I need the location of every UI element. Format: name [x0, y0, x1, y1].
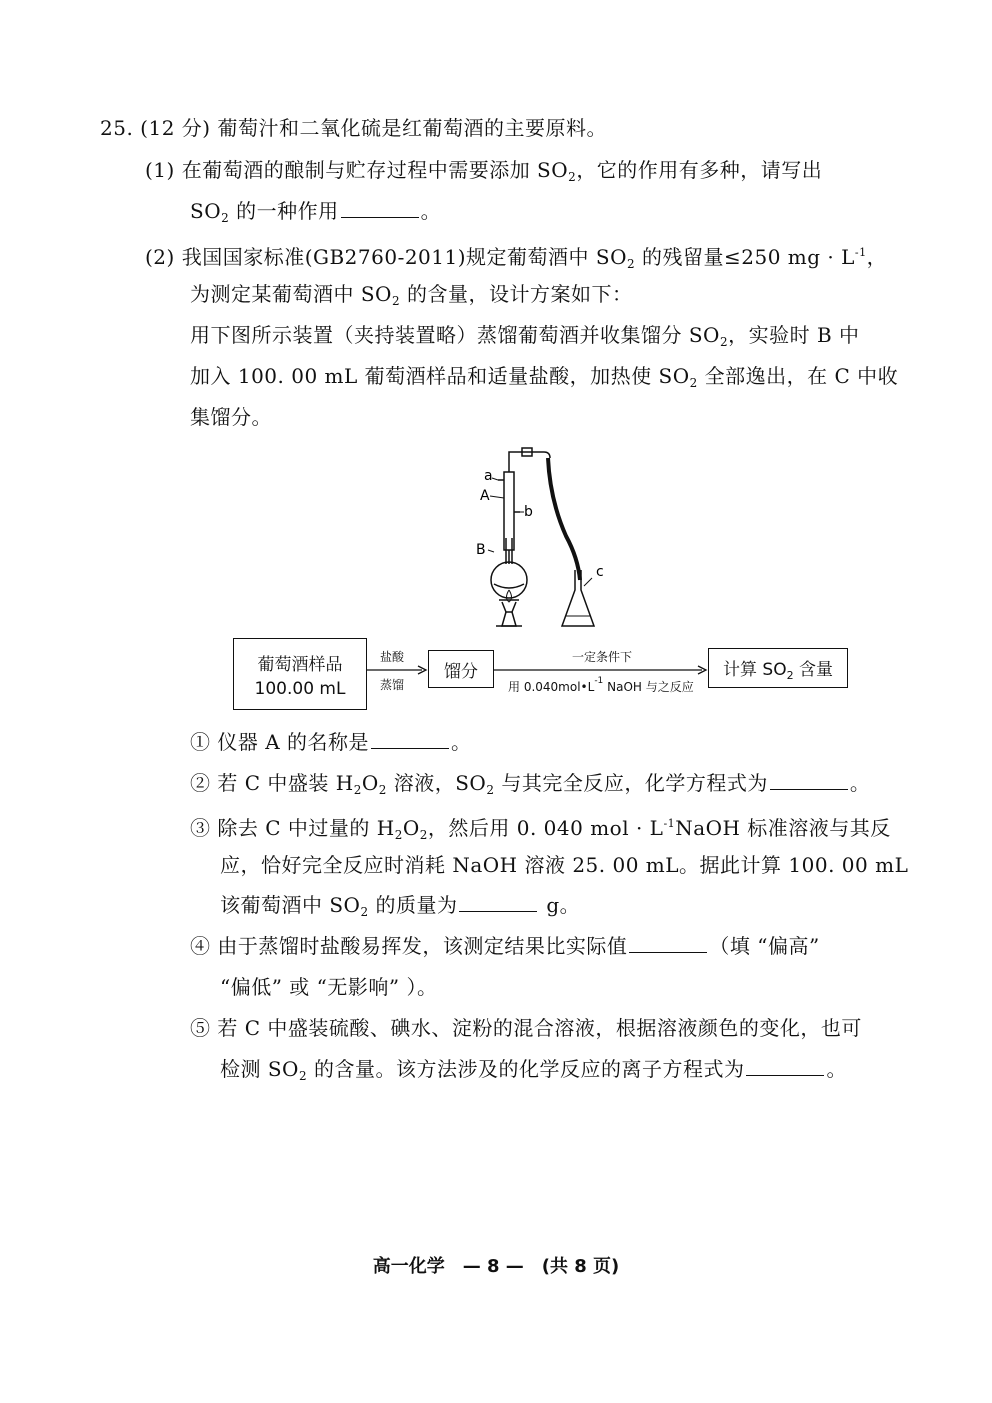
part2-line5: 集馏分。 — [190, 405, 272, 429]
part1-label: (1) — [145, 158, 175, 182]
answer-blank-1[interactable] — [341, 199, 419, 218]
answer-blank-3[interactable] — [770, 771, 848, 790]
flask-B — [491, 562, 527, 598]
question-points: (12 分) — [140, 116, 211, 140]
label-c: c — [596, 564, 604, 580]
page-footer: 高一化学 — 8 — (共 8 页) — [372, 1256, 620, 1277]
answer-blank-2[interactable] — [371, 730, 449, 749]
part2-line4: 加入 100. 00 mL 葡萄酒样品和适量盐酸，加热使 $SO_2$ 全部逸出，在 C 中收 — [190, 364, 899, 390]
flow-box-calculate: 计算 $SO_2$ 含量 — [708, 648, 848, 688]
flow-box-sample: 葡萄酒样品 100.00 mL — [233, 638, 367, 710]
item-4-line1: ④ 由于蒸馏时盐酸易挥发，该测定结果比实际值 （填 “偏高” — [190, 934, 820, 958]
label-B: B — [476, 542, 486, 558]
item-3-line3: 该葡萄酒中 $SO_2$ 的质量为 g。 — [220, 893, 581, 919]
label-A: A — [480, 488, 490, 504]
label-b: b — [524, 504, 533, 520]
item-3-line2: 应，恰好完全反应时消耗 NaOH 溶液 25. 00 mL。据此计算 100. 00 mL — [220, 853, 909, 877]
answer-blank-4[interactable] — [459, 893, 537, 912]
flow-arrow-2 — [494, 664, 708, 676]
question-number: 25. — [100, 116, 134, 140]
arrow2-top-label: 一定条件下 — [572, 650, 633, 664]
item-1: ① 仪器 A 的名称是 。 — [190, 730, 472, 754]
part2-label: (2) — [145, 245, 175, 269]
item-3-line1: ③ 除去 C 中过量的 $H_2O_2$，然后用 0. 040 mol · $L^{-1}NaOH$ 标准溶液与其反 — [190, 816, 891, 842]
part1-line1: (1) 在葡萄酒的酿制与贮存过程中需要添加 $SO_2$，它的作用有多种，请写出 — [145, 158, 823, 184]
distillation-apparatus-diagram — [462, 440, 622, 636]
flow-arrow-1 — [366, 664, 428, 676]
part2-line2: 为测定某葡萄酒中 $SO_2$ 的含量，设计方案如下： — [190, 282, 633, 308]
arrow2-bottom-label: 用 $0.040mol•L^{-1}$ NaOH 与之反应 — [508, 676, 694, 694]
arrow1-top-label: 盐酸 — [380, 650, 405, 664]
item-5-line1: ⑤ 若 C 中盛装硫酸、碘水、淀粉的混合溶液，根据溶液颜色的变化，也可 — [190, 1016, 862, 1040]
answer-blank-6[interactable] — [746, 1057, 824, 1076]
arrow1-bottom-label: 蒸馏 — [380, 678, 405, 692]
item-5-line2: 检测 $SO_2$ 的含量。该方法涉及的化学反应的离子方程式为 。 — [220, 1057, 847, 1083]
item-4-line2: “偏低” 或 “无影响” ）。 — [220, 975, 438, 999]
part2-line1: (2) 我国国家标准(GB2760-2011)规定葡萄酒中 $SO_2$ 的残留量≤250 mg · $L^{-1}$， — [145, 245, 888, 271]
answer-blank-5[interactable] — [629, 934, 707, 953]
part2-line3: 用下图所示装置（夹持装置略）蒸馏葡萄酒并收集馏分 $SO_2$，实验时 B 中 — [190, 323, 860, 349]
label-a: a — [484, 468, 493, 484]
question-stem: 葡萄汁和二氧化硫是红葡萄酒的主要原料。 — [217, 116, 607, 140]
part1-line2: $SO_2$ 的一种作用 。 — [190, 199, 442, 225]
flow-box-distillate: 馏分 — [428, 650, 494, 688]
question-header — [100, 113, 607, 143]
item-2: ② 若 C 中盛装 $H_2O_2$ 溶液，$SO_2$ 与其完全反应，化学方程式为 。 — [190, 771, 871, 797]
